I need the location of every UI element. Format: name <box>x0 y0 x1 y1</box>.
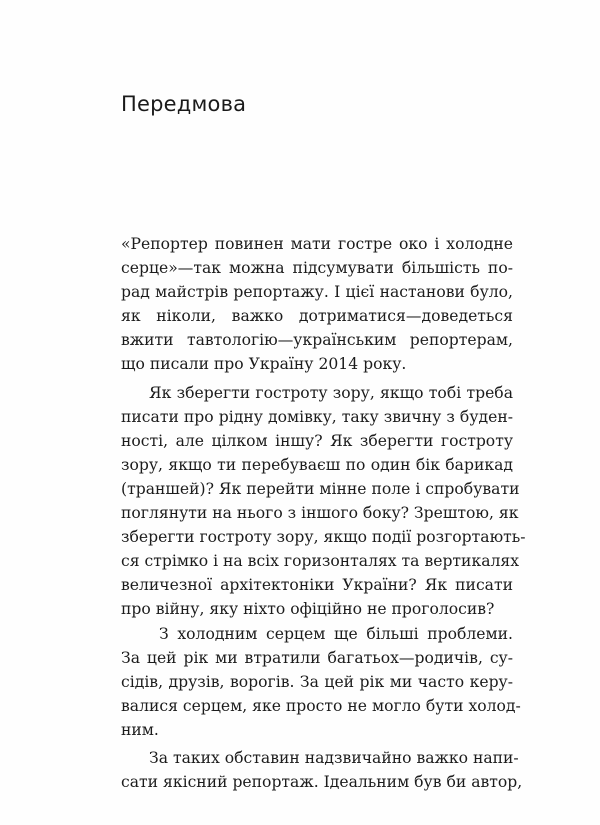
text-line: За цей рік ми втратили багатьох—родичів, су- <box>121 648 513 667</box>
text-line: валися серцем, яке просто не могло бути холод- <box>121 696 521 715</box>
text-line: ся стрімко і на всіх горизонталях та вертикалях <box>121 552 520 571</box>
text-line: ним. <box>121 720 159 739</box>
text-line: зберегти гостроту зору, якщо події розгортають- <box>121 528 526 547</box>
text-line: серце»—так можна підсумувати більшість по- <box>121 259 513 278</box>
page-title: Передмова <box>121 92 247 116</box>
text-line: ності, але цілком іншу? Як зберегти гостроту <box>121 431 513 450</box>
text-line: (траншей)? Як перейти мінне поле і спробувати <box>121 479 520 498</box>
text-line: поглянути на нього з іншого боку? Зрештою, як <box>121 504 519 523</box>
text-line: сідів, друзів, ворогів. За цей рік ми часто керу- <box>121 672 513 691</box>
text-line: сати якісний репортаж. Ідеальним був би автор, <box>121 773 523 792</box>
text-line: рад майстрів репортажу. І цієї настанови було, <box>121 283 513 302</box>
text-line: вжити тавтологію—українським репортерам, <box>121 331 513 350</box>
text-line: що писали про Україну 2014 року. <box>121 355 407 374</box>
body-text <box>121 232 526 794</box>
text-line: про війну, яку ніхто офіційно не проголосив? <box>121 600 495 619</box>
text-line: Як зберегти гостроту зору, якщо тобі треба <box>149 383 513 402</box>
text-line: писати про рідну домівку, таку звичну з буден- <box>121 407 513 426</box>
text-line: величезної архітектоніки України? Як писати <box>121 576 513 595</box>
text-line: «Репортер повинен мати гостре око і холодне <box>121 235 513 253</box>
text-line: як ніколи, важко дотриматися—доведеться <box>121 307 513 326</box>
text-line: З холодним серцем ще більші проблеми. <box>159 624 513 643</box>
text-line: За таких обставин надзвичайно важко напи- <box>149 748 519 767</box>
text-line: зору, якщо ти перебуваєш по один бік барикад <box>121 455 513 474</box>
